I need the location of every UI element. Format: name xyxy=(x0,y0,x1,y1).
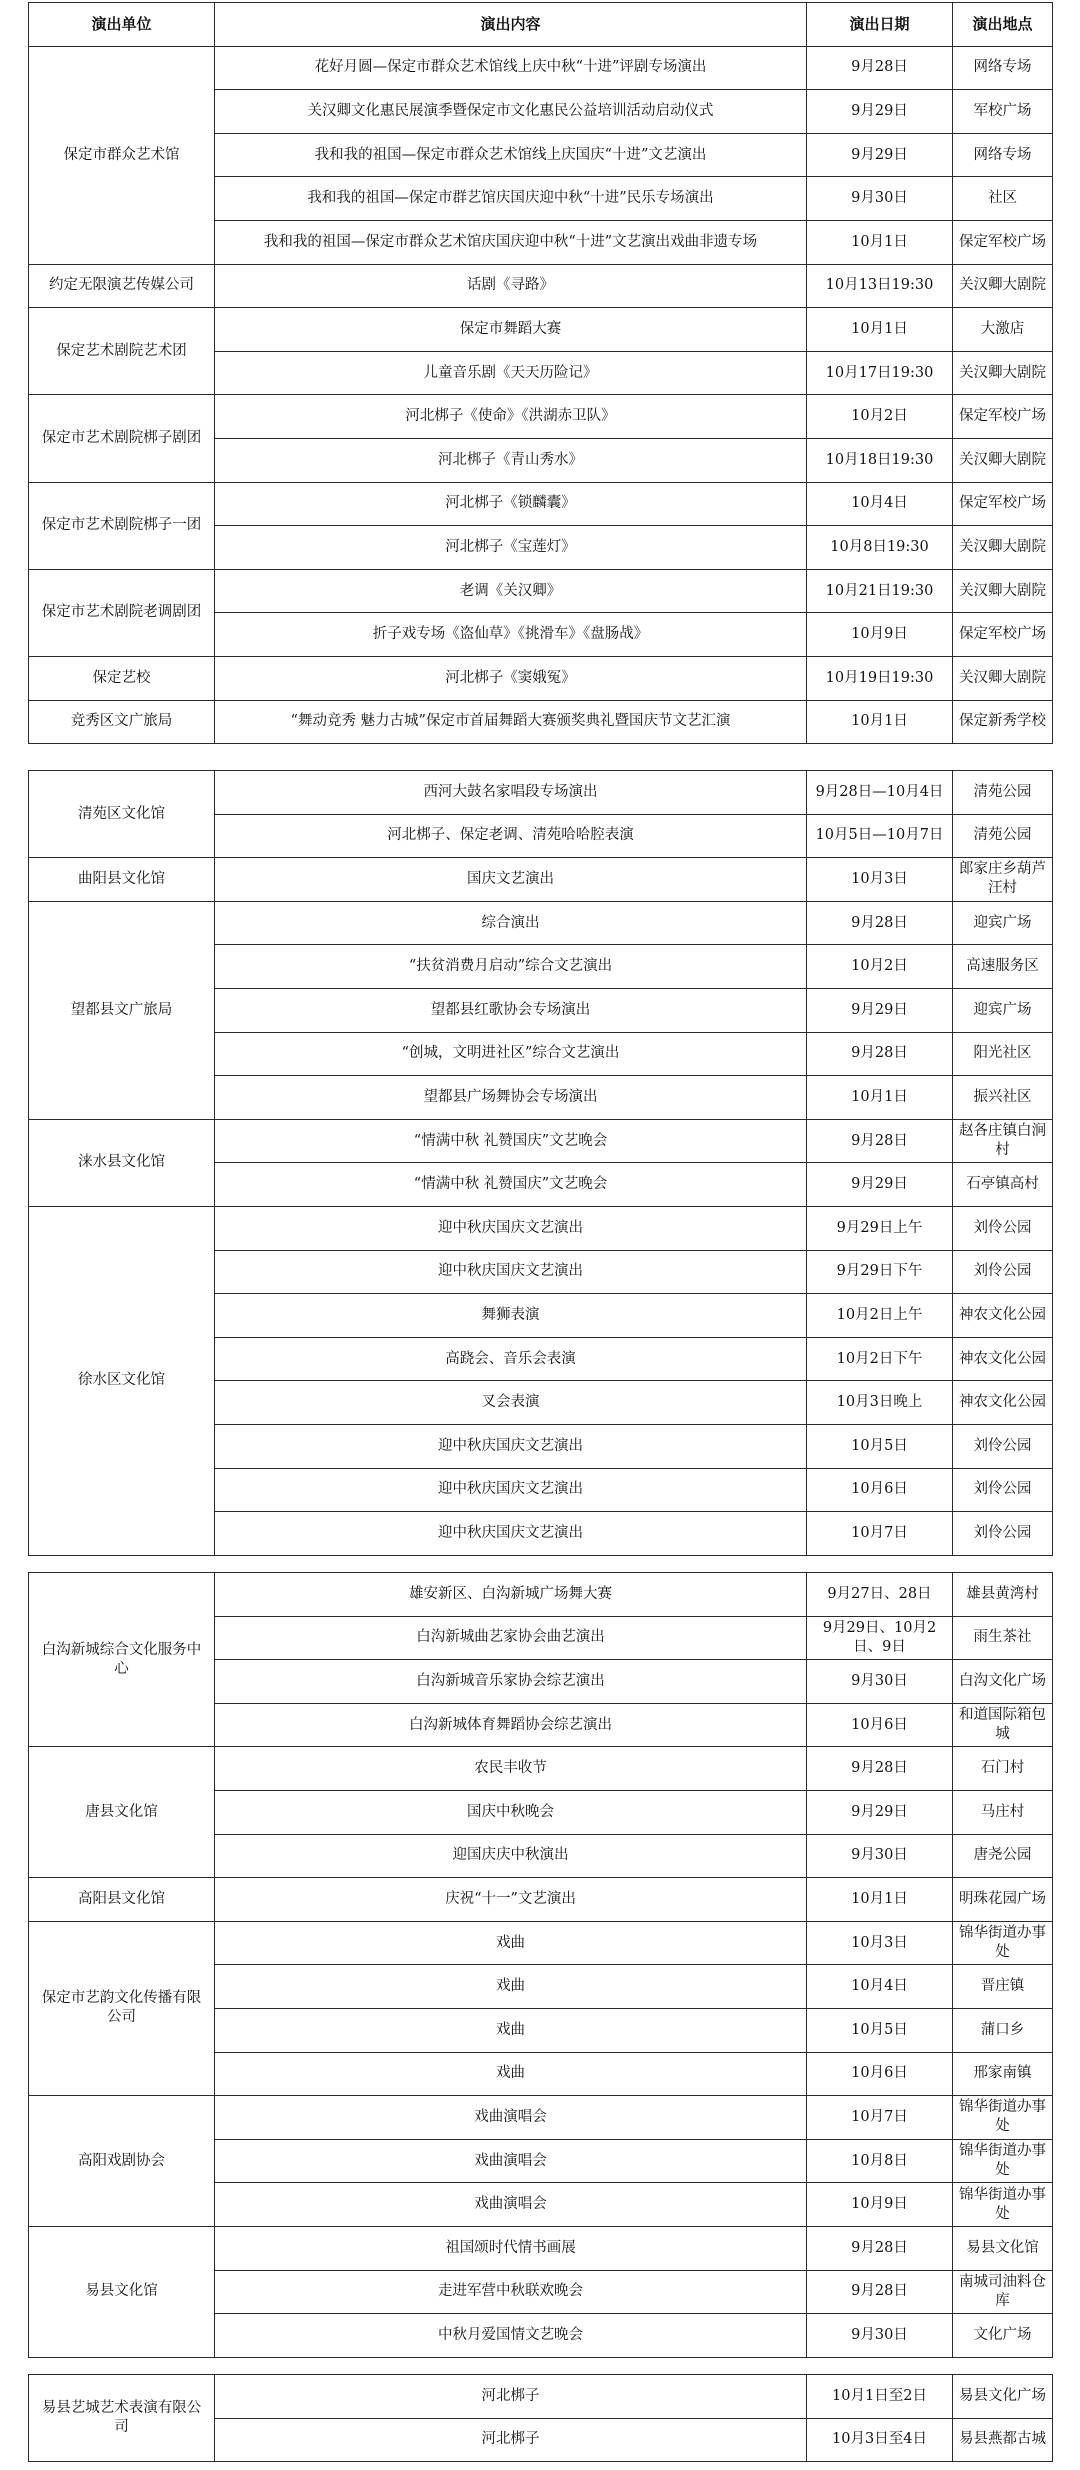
date-cell: 9月29日下午 xyxy=(807,1250,953,1294)
date-cell: 9月28日 xyxy=(807,2270,953,2314)
unit-cell: 保定艺校 xyxy=(29,656,215,700)
unit-cell: 保定市艺术剧院老调剧团 xyxy=(29,569,215,656)
venue-cell: 神农文化公园 xyxy=(953,1381,1053,1425)
venue-cell: 保定军校广场 xyxy=(953,482,1053,526)
content-cell: 迎中秋庆国庆文艺演出 xyxy=(215,1424,807,1468)
content-cell: 国庆文艺演出 xyxy=(215,858,807,902)
date-cell: 10月1日至2日 xyxy=(807,2375,953,2419)
venue-cell: 大激店 xyxy=(953,308,1053,352)
table-row xyxy=(29,308,1053,352)
venue-cell: 郎家庄乡葫芦汪村 xyxy=(953,858,1053,902)
table-row xyxy=(29,2375,1053,2419)
unit-cell: 望都县文广旅局 xyxy=(29,901,215,1119)
venue-cell: 易县燕都古城 xyxy=(953,2418,1053,2462)
date-cell: 10月6日 xyxy=(807,1468,953,1512)
date-cell: 10月21日19:30 xyxy=(807,569,953,613)
content-cell: 迎中秋庆国庆文艺演出 xyxy=(215,1512,807,1556)
table-row xyxy=(29,1921,1053,1965)
content-cell: 关汉卿文化惠民展演季暨保定市文化惠民公益培训活动启动仪式 xyxy=(215,90,807,134)
table-row xyxy=(29,264,1053,308)
venue-cell: 神农文化公园 xyxy=(953,1294,1053,1338)
venue-cell: 关汉卿大剧院 xyxy=(953,264,1053,308)
table-row xyxy=(29,1206,1053,1250)
content-cell: 戏曲 xyxy=(215,2052,807,2096)
venue-cell: 刘伶公园 xyxy=(953,1250,1053,1294)
date-cell: 10月8日19:30 xyxy=(807,526,953,570)
content-cell: 儿童音乐剧《天天历险记》 xyxy=(215,351,807,395)
unit-cell: 保定市艺术剧院梆子剧团 xyxy=(29,395,215,482)
content-cell: 综合演出 xyxy=(215,901,807,945)
unit-cell: 竞秀区文广旅局 xyxy=(29,700,215,744)
venue-cell: 神农文化公园 xyxy=(953,1337,1053,1381)
table-row xyxy=(29,482,1053,526)
content-cell: 折子戏专场《盗仙草》《挑滑车》《盘肠战》 xyxy=(215,613,807,657)
content-cell: 庆祝“十一”文艺演出 xyxy=(215,1878,807,1922)
date-cell: 9月29日上午 xyxy=(807,1206,953,1250)
venue-cell: 易县文化馆 xyxy=(953,2226,1053,2270)
date-cell: 10月5日 xyxy=(807,1424,953,1468)
venue-cell: 关汉卿大剧院 xyxy=(953,438,1053,482)
unit-cell: 徐水区文化馆 xyxy=(29,1206,215,1555)
venue-cell: 阳光社区 xyxy=(953,1032,1053,1076)
unit-cell: 保定市群众艺术馆 xyxy=(29,46,215,264)
date-cell: 9月28日 xyxy=(807,901,953,945)
content-cell: 河北梆子《锁麟囊》 xyxy=(215,482,807,526)
content-cell: 我和我的祖国—保定市群众艺术馆庆国庆迎中秋“十进”文艺演出戏曲非遗专场 xyxy=(215,220,807,264)
date-cell: 10月3日 xyxy=(807,1921,953,1965)
venue-cell: 赵各庄镇白涧村 xyxy=(953,1119,1053,1163)
content-cell: “创城，文明进社区”综合文艺演出 xyxy=(215,1032,807,1076)
table-row xyxy=(29,1573,1053,1617)
date-cell: 10月2日 xyxy=(807,945,953,989)
table-row xyxy=(29,771,1053,815)
content-cell: 祖国颂时代情书画展 xyxy=(215,2226,807,2270)
date-cell: 9月29日 xyxy=(807,90,953,134)
content-cell: 农民丰收节 xyxy=(215,1747,807,1791)
date-cell: 9月28日 xyxy=(807,1119,953,1163)
date-cell: 10月2日下午 xyxy=(807,1337,953,1381)
date-cell: 9月29日 xyxy=(807,988,953,1032)
unit-cell: 清苑区文化馆 xyxy=(29,771,215,858)
venue-cell: 刘伶公园 xyxy=(953,1424,1053,1468)
venue-cell: 关汉卿大剧院 xyxy=(953,526,1053,570)
date-cell: 9月30日 xyxy=(807,177,953,221)
date-cell: 10月1日 xyxy=(807,308,953,352)
unit-cell: 曲阳县文化馆 xyxy=(29,858,215,902)
venue-cell: 高速服务区 xyxy=(953,945,1053,989)
date-cell: 10月6日 xyxy=(807,1703,953,1747)
venue-cell: 网络专场 xyxy=(953,46,1053,90)
venue-cell: 石门村 xyxy=(953,1747,1053,1791)
date-cell: 9月29日 xyxy=(807,133,953,177)
venue-cell: 马庄村 xyxy=(953,1790,1053,1834)
venue-cell: 迎宾广场 xyxy=(953,988,1053,1032)
table-row xyxy=(29,46,1053,90)
venue-cell: 明珠花园广场 xyxy=(953,1878,1053,1922)
header-venue: 演出地点 xyxy=(953,3,1053,47)
unit-cell: 高阳戏剧协会 xyxy=(29,2096,215,2227)
date-cell: 9月28日 xyxy=(807,2226,953,2270)
header-row xyxy=(29,3,1053,47)
date-cell: 9月30日 xyxy=(807,2314,953,2358)
venue-cell: 锦华街道办事处 xyxy=(953,1921,1053,1965)
content-cell: 白沟新城体育舞蹈协会综艺演出 xyxy=(215,1703,807,1747)
content-cell: 戏曲 xyxy=(215,1921,807,1965)
venue-cell: 易县文化广场 xyxy=(953,2375,1053,2419)
unit-cell: 易县艺城艺术表演有限公司 xyxy=(29,2375,215,2462)
content-cell: 河北梆子 xyxy=(215,2418,807,2462)
date-cell: 10月3日至4日 xyxy=(807,2418,953,2462)
content-cell: 河北梆子 xyxy=(215,2375,807,2419)
venue-cell: 文化广场 xyxy=(953,2314,1053,2358)
date-cell: 9月28日 xyxy=(807,46,953,90)
content-cell: 戏曲演唱会 xyxy=(215,2183,807,2227)
venue-cell: 网络专场 xyxy=(953,133,1053,177)
content-cell: 舞狮表演 xyxy=(215,1294,807,1338)
date-cell: 9月28日—10月4日 xyxy=(807,771,953,815)
date-cell: 10月19日19:30 xyxy=(807,656,953,700)
table-row xyxy=(29,569,1053,613)
venue-cell: 军校广场 xyxy=(953,90,1053,134)
content-cell: 戏曲 xyxy=(215,1965,807,2009)
schedule-table xyxy=(28,1572,1053,2358)
schedule-table xyxy=(28,770,1053,1556)
content-cell: 我和我的祖国—保定市群众艺术馆线上庆国庆“十进”文艺演出 xyxy=(215,133,807,177)
venue-cell: 清苑公园 xyxy=(953,771,1053,815)
table-row xyxy=(29,2096,1053,2140)
table-row xyxy=(29,858,1053,902)
table-row xyxy=(29,1878,1053,1922)
content-cell: “情满中秋 礼赞国庆”文艺晚会 xyxy=(215,1119,807,1163)
content-cell: 河北梆子《使命》《洪湖赤卫队》 xyxy=(215,395,807,439)
table-row xyxy=(29,2226,1053,2270)
content-cell: 望都县广场舞协会专场演出 xyxy=(215,1076,807,1120)
venue-cell: 锦华街道办事处 xyxy=(953,2096,1053,2140)
content-cell: 河北梆子《宝莲灯》 xyxy=(215,526,807,570)
content-cell: 我和我的祖国—保定市群艺馆庆国庆迎中秋“十进”民乐专场演出 xyxy=(215,177,807,221)
unit-cell: 保定市艺韵文化传播有限公司 xyxy=(29,1921,215,2095)
date-cell: 10月5日—10月7日 xyxy=(807,814,953,858)
date-cell: 10月3日晚上 xyxy=(807,1381,953,1425)
venue-cell: 保定军校广场 xyxy=(953,613,1053,657)
content-cell: 河北梆子《窦娥冤》 xyxy=(215,656,807,700)
content-cell: 叉会表演 xyxy=(215,1381,807,1425)
date-cell: 10月1日 xyxy=(807,700,953,744)
date-cell: 9月30日 xyxy=(807,1660,953,1704)
content-cell: 戏曲演唱会 xyxy=(215,2096,807,2140)
content-cell: 高跷会、音乐会表演 xyxy=(215,1337,807,1381)
date-cell: 10月7日 xyxy=(807,1512,953,1556)
date-cell: 10月5日 xyxy=(807,2008,953,2052)
table-row xyxy=(29,901,1053,945)
content-cell: 白沟新城曲艺家协会曲艺演出 xyxy=(215,1616,807,1660)
content-cell: 花好月圆—保定市群众艺术馆线上庆中秋“十进”评剧专场演出 xyxy=(215,46,807,90)
date-cell: 10月4日 xyxy=(807,1965,953,2009)
venue-cell: 刘伶公园 xyxy=(953,1468,1053,1512)
venue-cell: 关汉卿大剧院 xyxy=(953,351,1053,395)
venue-cell: 和道国际箱包城 xyxy=(953,1703,1053,1747)
date-cell: 10月6日 xyxy=(807,2052,953,2096)
venue-cell: 保定军校广场 xyxy=(953,220,1053,264)
date-cell: 9月29日 xyxy=(807,1163,953,1207)
venue-cell: 保定新秀学校 xyxy=(953,700,1053,744)
content-cell: 白沟新城音乐家协会综艺演出 xyxy=(215,1660,807,1704)
content-cell: 中秋月爱国情文艺晚会 xyxy=(215,2314,807,2358)
venue-cell: 社区 xyxy=(953,177,1053,221)
date-cell: 10月13日19:30 xyxy=(807,264,953,308)
venue-cell: 雄县黄湾村 xyxy=(953,1573,1053,1617)
venue-cell: 刘伶公园 xyxy=(953,1512,1053,1556)
content-cell: 话剧《寻路》 xyxy=(215,264,807,308)
date-cell: 10月1日 xyxy=(807,1076,953,1120)
content-cell: 雄安新区、白沟新城广场舞大赛 xyxy=(215,1573,807,1617)
content-cell: 河北梆子《青山秀水》 xyxy=(215,438,807,482)
venue-cell: 迎宾广场 xyxy=(953,901,1053,945)
table-row xyxy=(29,1119,1053,1163)
venue-cell: 清苑公园 xyxy=(953,814,1053,858)
venue-cell: 保定军校广场 xyxy=(953,395,1053,439)
date-cell: 9月27日、28日 xyxy=(807,1573,953,1617)
venue-cell: 唐尧公园 xyxy=(953,1834,1053,1878)
content-cell: 望都县红歌协会专场演出 xyxy=(215,988,807,1032)
unit-cell: 高阳县文化馆 xyxy=(29,1878,215,1922)
venue-cell: 关汉卿大剧院 xyxy=(953,656,1053,700)
date-cell: 9月29日 xyxy=(807,1790,953,1834)
content-cell: 老调《关汉卿》 xyxy=(215,569,807,613)
schedule-table xyxy=(28,2,1053,744)
unit-cell: 约定无限演艺传媒公司 xyxy=(29,264,215,308)
venue-cell: 刘伶公园 xyxy=(953,1206,1053,1250)
venue-cell: 锦华街道办事处 xyxy=(953,2139,1053,2183)
unit-cell: 白沟新城综合文化服务中心 xyxy=(29,1573,215,1747)
content-cell: 戏曲 xyxy=(215,2008,807,2052)
date-cell: 10月1日 xyxy=(807,1878,953,1922)
date-cell: 10月7日 xyxy=(807,2096,953,2140)
content-cell: “舞动竞秀 魅力古城”保定市首届舞蹈大赛颁奖典礼暨国庆节文艺汇演 xyxy=(215,700,807,744)
date-cell: 9月30日 xyxy=(807,1834,953,1878)
content-cell: 迎中秋庆国庆文艺演出 xyxy=(215,1468,807,1512)
venue-cell: 关汉卿大剧院 xyxy=(953,569,1053,613)
date-cell: 10月1日 xyxy=(807,220,953,264)
content-cell: 戏曲演唱会 xyxy=(215,2139,807,2183)
date-cell: 10月2日 xyxy=(807,395,953,439)
unit-cell: 涞水县文化馆 xyxy=(29,1119,215,1206)
content-cell: “扶贫消费月启动”综合文艺演出 xyxy=(215,945,807,989)
date-cell: 9月28日 xyxy=(807,1747,953,1791)
date-cell: 10月8日 xyxy=(807,2139,953,2183)
date-cell: 10月2日上午 xyxy=(807,1294,953,1338)
content-cell: 河北梆子、保定老调、清苑哈哈腔表演 xyxy=(215,814,807,858)
date-cell: 10月9日 xyxy=(807,613,953,657)
table-row xyxy=(29,395,1053,439)
date-cell: 10月18日19:30 xyxy=(807,438,953,482)
schedule-table xyxy=(28,2374,1053,2462)
table-row xyxy=(29,700,1053,744)
table-row xyxy=(29,656,1053,700)
unit-cell: 保定市艺术剧院梆子一团 xyxy=(29,482,215,569)
content-cell: 迎中秋庆国庆文艺演出 xyxy=(215,1206,807,1250)
content-cell: 走进军营中秋联欢晚会 xyxy=(215,2270,807,2314)
date-cell: 9月29日、10月2日、9日 xyxy=(807,1616,953,1660)
content-cell: 迎中秋庆国庆文艺演出 xyxy=(215,1250,807,1294)
unit-cell: 保定艺术剧院艺术团 xyxy=(29,308,215,395)
table-row xyxy=(29,1747,1053,1791)
date-cell: 10月17日19:30 xyxy=(807,351,953,395)
venue-cell: 邢家南镇 xyxy=(953,2052,1053,2096)
venue-cell: 石亭镇高村 xyxy=(953,1163,1053,1207)
unit-cell: 唐县文化馆 xyxy=(29,1747,215,1878)
date-cell: 9月28日 xyxy=(807,1032,953,1076)
content-cell: 国庆中秋晚会 xyxy=(215,1790,807,1834)
venue-cell: 蒲口乡 xyxy=(953,2008,1053,2052)
unit-cell: 易县文化馆 xyxy=(29,2226,215,2357)
venue-cell: 晋庄镇 xyxy=(953,1965,1053,2009)
date-cell: 10月3日 xyxy=(807,858,953,902)
date-cell: 10月9日 xyxy=(807,2183,953,2227)
header-content: 演出内容 xyxy=(215,3,807,47)
venue-cell: 振兴社区 xyxy=(953,1076,1053,1120)
content-cell: 迎国庆庆中秋演出 xyxy=(215,1834,807,1878)
header-unit: 演出单位 xyxy=(29,3,215,47)
venue-cell: 雨生茶社 xyxy=(953,1616,1053,1660)
content-cell: “情满中秋 礼赞国庆”文艺晚会 xyxy=(215,1163,807,1207)
venue-cell: 锦华街道办事处 xyxy=(953,2183,1053,2227)
date-cell: 10月4日 xyxy=(807,482,953,526)
content-cell: 保定市舞蹈大赛 xyxy=(215,308,807,352)
venue-cell: 白沟文化广场 xyxy=(953,1660,1053,1704)
header-date: 演出日期 xyxy=(807,3,953,47)
content-cell: 西河大鼓名家唱段专场演出 xyxy=(215,771,807,815)
venue-cell: 南城司油料仓库 xyxy=(953,2270,1053,2314)
